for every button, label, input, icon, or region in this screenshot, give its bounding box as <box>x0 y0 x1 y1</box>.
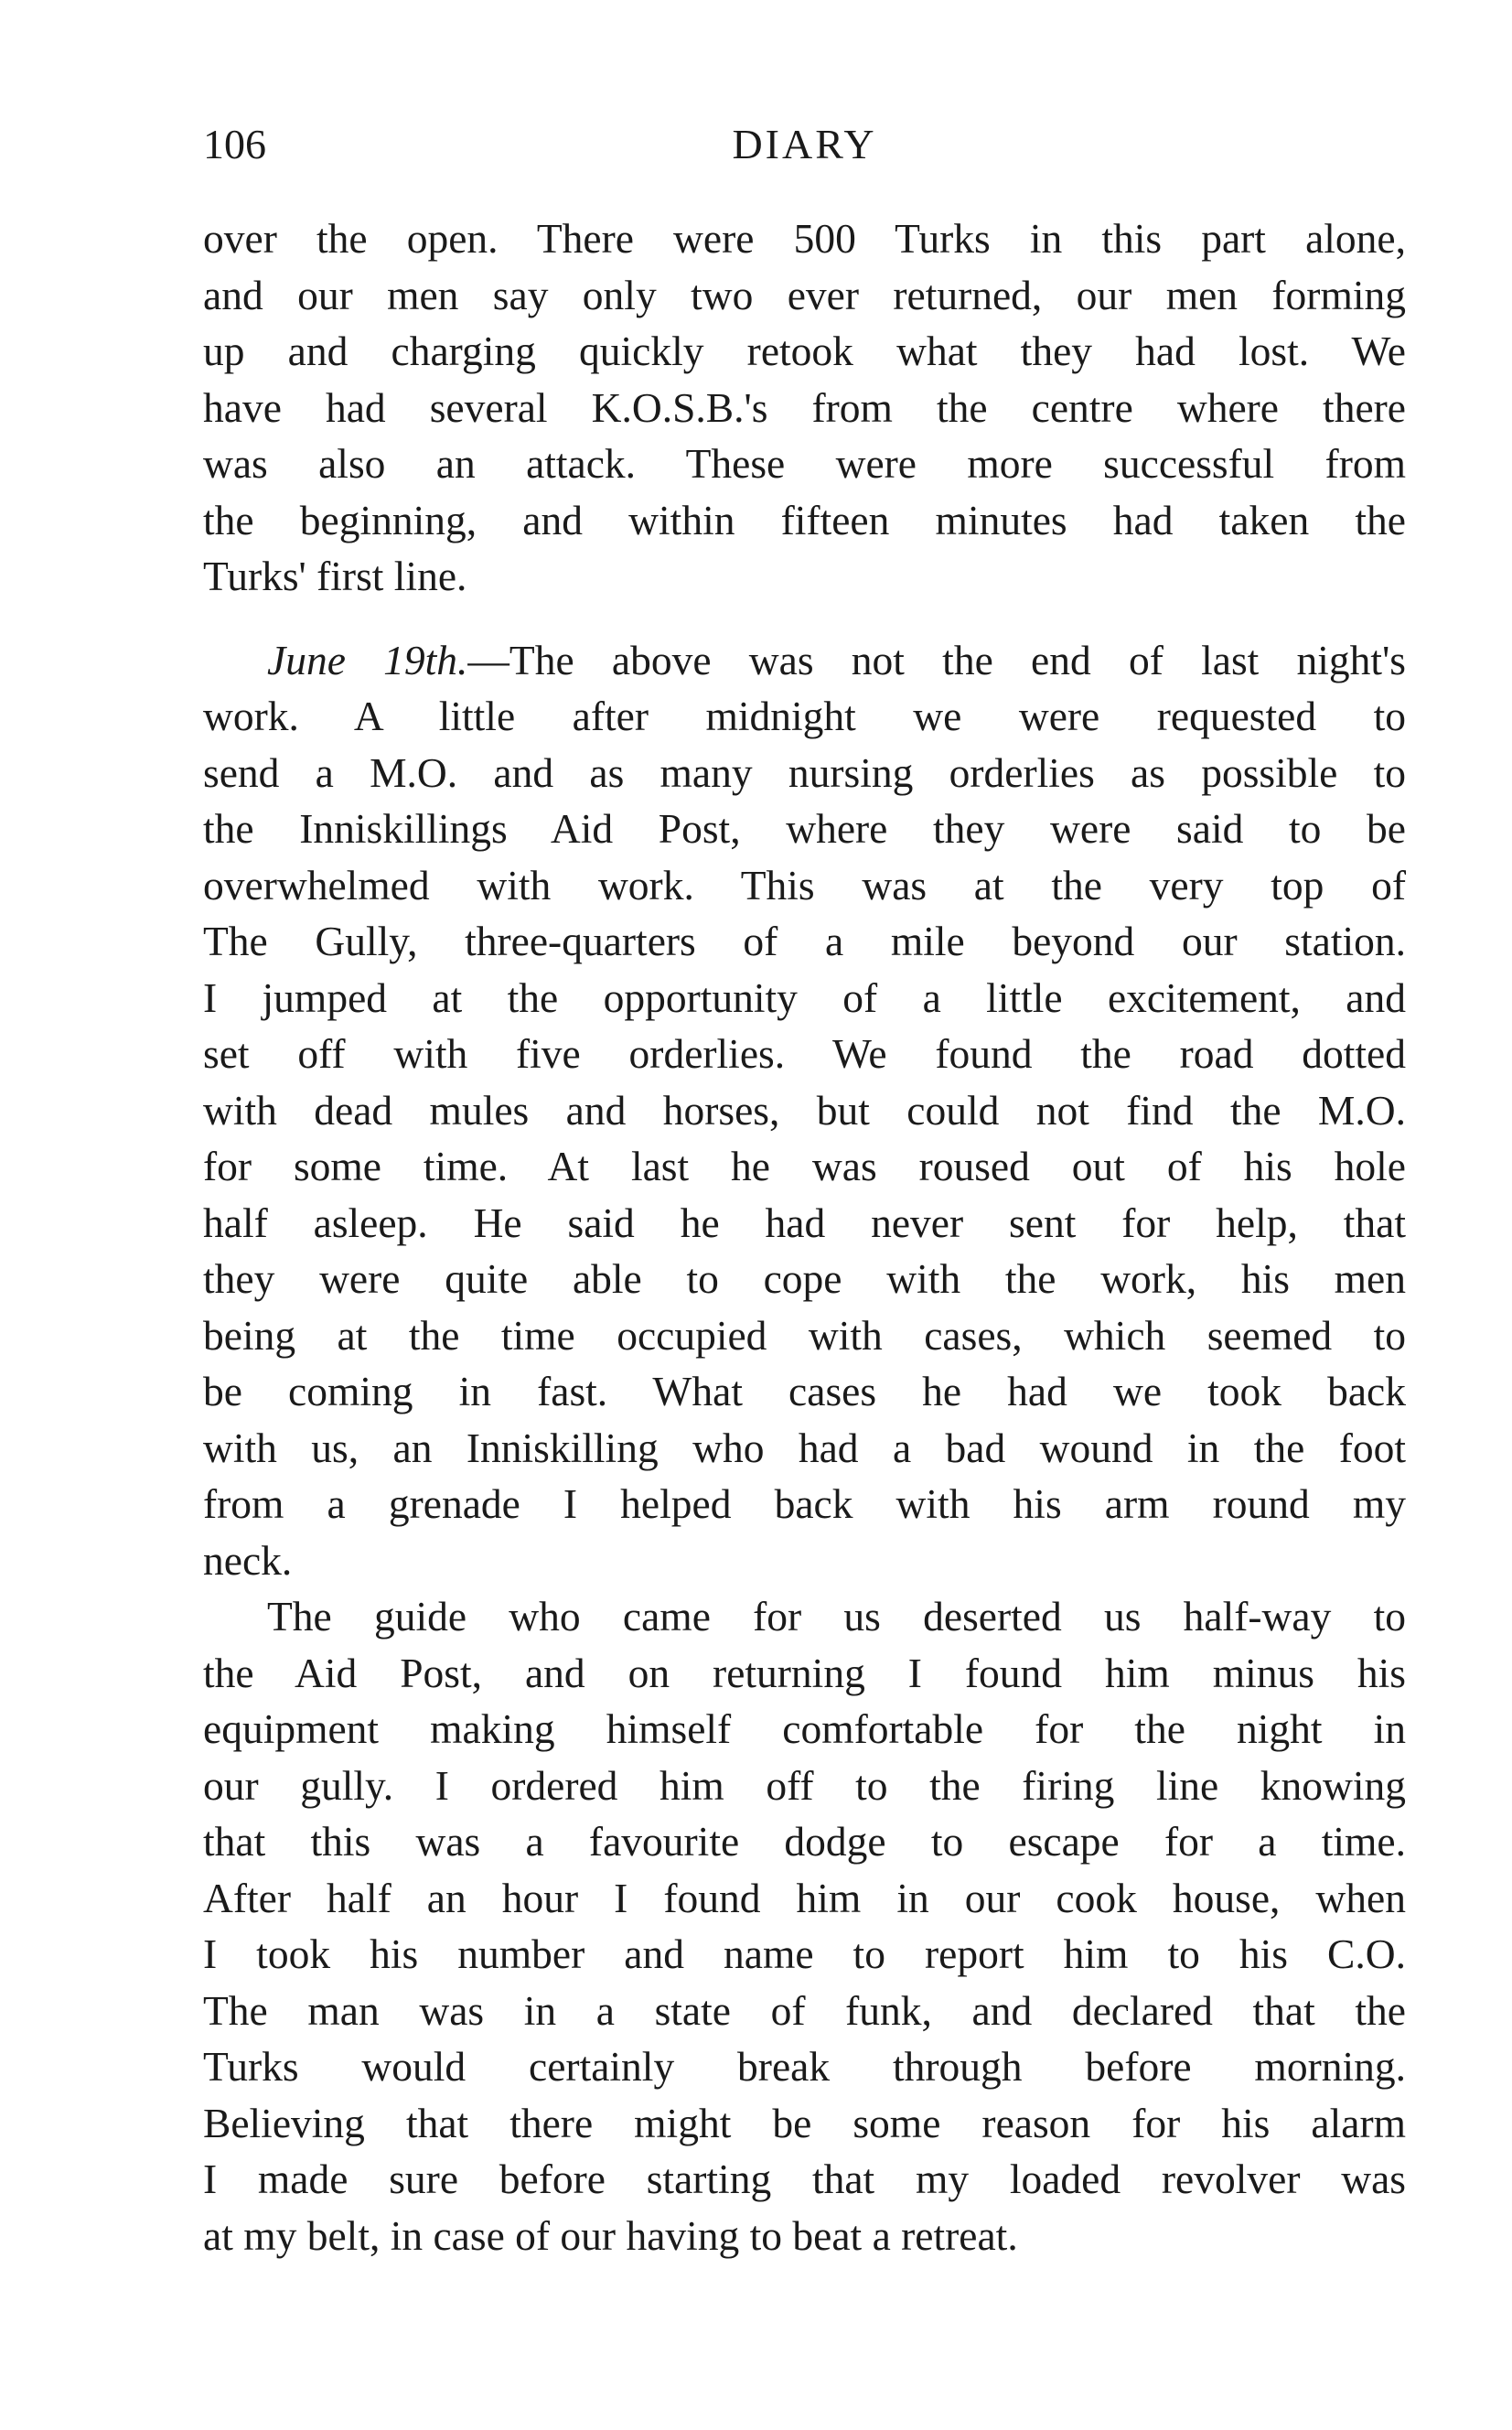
text-line: set off with five orderlies. We found the road dotted <box>203 1030 1406 1077</box>
text-line: half asleep. He said he had never sent for help, that <box>203 1199 1406 1246</box>
paragraph-continuation <box>203 210 1406 605</box>
text-line: Believing that there might be some reason for his alarm <box>203 2099 1406 2146</box>
entry-date: June 19th. <box>267 636 468 683</box>
text-line: After half an hour I found him in our cook house, when <box>203 1874 1406 1921</box>
text-line: be coming in fast. What cases he had we took back <box>203 1368 1406 1414</box>
text-line: and our men say only two ever returned, our men forming <box>203 271 1406 318</box>
entry-first-line-text: —The above was not the end of last night's <box>467 636 1406 683</box>
page-number: 106 <box>203 121 266 167</box>
paragraph-guide <box>203 1588 1406 2263</box>
text-line: the beginning, and within fifteen minutes had taken the <box>203 496 1406 543</box>
page-header <box>203 117 1406 172</box>
running-head: DIARY <box>732 121 877 167</box>
text-line: the Aid Post, and on returning I found him minus his <box>203 1649 1406 1696</box>
text-line: at my belt, in case of our having to beat a retreat. <box>203 2211 1018 2259</box>
text-line: with dead mules and horses, but could not find the M.O. <box>203 1086 1406 1134</box>
text-line: being at the time occupied with cases, which seemed to <box>203 1311 1406 1359</box>
text-line: I jumped at the opportunity of a little excitement, and <box>203 973 1406 1021</box>
text-line: The Gully, three-quarters of a mile beyond our station. <box>203 918 1406 964</box>
entry-first-line <box>203 632 1406 689</box>
text-line: overwhelmed with work. This was at the very top of <box>203 861 1406 909</box>
text-line: our gully. I ordered him off to the firing line knowing <box>203 1761 1406 1809</box>
text-line: The guide who came for us deserted us half-way to <box>267 1593 1406 1640</box>
text-line: the Inniskillings Aid Post, where they were said to be <box>203 805 1406 852</box>
text-line: neck. <box>203 1536 293 1584</box>
text-line: I took his number and name to report him to his C.O. <box>203 1930 1406 1977</box>
text-line: have had several K.O.S.B.'s from the centre where there <box>203 383 1406 431</box>
text-line: over the open. There were 500 Turks in this part alone, <box>203 215 1406 262</box>
text-line: for some time. At last he was roused out of his hole <box>203 1143 1406 1189</box>
text-line: equipment making himself comfortable for the night in <box>203 1705 1406 1752</box>
body-text <box>203 210 1406 2263</box>
text-line: Turks would certainly break through before morning. <box>203 2043 1406 2090</box>
text-line: Turks' first line. <box>203 553 467 599</box>
text-line: that this was a favourite dodge to escape for a time. <box>203 1818 1406 1865</box>
text-line: up and charging quickly retook what they had lost. We <box>203 328 1406 374</box>
text-line: send a M.O. and as many nursing orderlies as possible to <box>203 748 1406 796</box>
text-line: I made sure before starting that my loaded revolver was <box>203 2156 1406 2202</box>
text-line: with us, an Inniskilling who had a bad wound in the foot <box>203 1424 1406 1471</box>
text-line: The man was in a state of funk, and declared that the <box>203 1986 1406 2034</box>
text-line: from a grenade I helped back with his arm round my <box>203 1480 1406 1527</box>
text-line: was also an attack. These were more successful from <box>203 440 1406 487</box>
paragraph-gap <box>203 605 1406 632</box>
text-line: work. A little after midnight we were requested to <box>203 693 1406 739</box>
text-line: they were quite able to cope with the work, his men <box>203 1255 1406 1302</box>
diary-entry-june-19 <box>203 632 1406 1589</box>
